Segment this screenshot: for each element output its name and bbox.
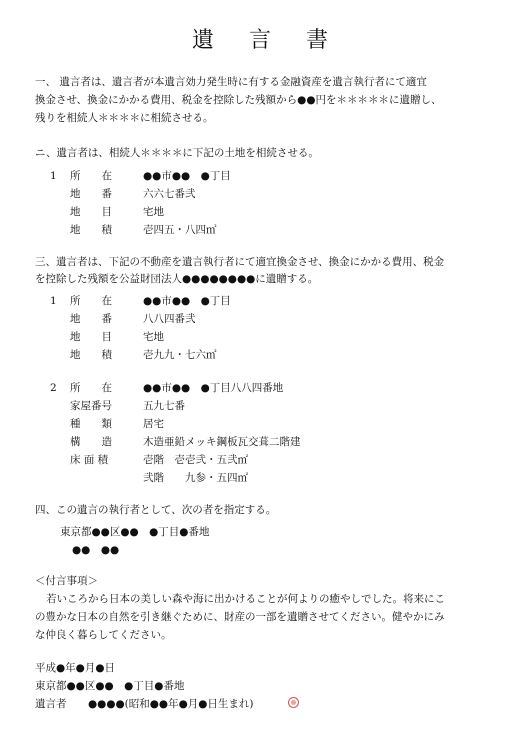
property-label: 所 在	[70, 295, 112, 307]
property-value: 宅地	[143, 331, 164, 343]
property-value: 六六七番弐	[143, 188, 196, 200]
property-label: 地 番	[70, 313, 112, 325]
article1-line1: 一、 遺言者は、遺言者が本遺言効力発生時に有する金融資産を遺言執行者にて適宜	[35, 76, 427, 88]
document-title: 遺 言 書	[192, 28, 342, 53]
article2-heading: ニ、遺言者は、相続人＊＊＊＊に下記の土地を相続させる。	[35, 147, 319, 159]
property-value: 壱階 壱壱弐・五弐㎡	[143, 454, 248, 466]
property-value: 木造亜鉛メッキ鋼板瓦交葺二階建	[143, 436, 301, 448]
article1-line3: 残りを相続人＊＊＊＊に相続させる。	[35, 112, 214, 124]
seal-stamp-icon	[288, 697, 299, 708]
property-value: ●●市●● ●丁目	[143, 170, 231, 182]
property-value: 宅地	[143, 206, 164, 218]
supplement-line2: の豊かな日本の自然を引き継ぐために、財産の一部を遺贈させてください。健やかにみ	[35, 611, 445, 623]
executor-name: ●● ●●	[72, 544, 120, 556]
property-label: 所 在	[70, 170, 112, 182]
article3-item2-number: 2	[50, 382, 57, 394]
article1-line2: 換金させ、換金にかかる費用、税金を控除した残額から●●円を＊＊＊＊＊に遺贈し、	[35, 94, 442, 106]
property-label: 床 面 積	[70, 454, 109, 466]
supplement-line3: な仲良く暮らしてください。	[35, 629, 172, 641]
testator-label: 遺言者	[35, 698, 67, 710]
property-label: 地 積	[70, 224, 112, 236]
property-label: 地 積	[70, 349, 112, 361]
property-label: 家屋番号	[70, 400, 112, 412]
property-value: ●●市●● ●丁目	[143, 295, 231, 307]
property-value: 居宅	[143, 418, 164, 430]
article4-heading: 四、この遺言の執行者として、次の者を指定する。	[35, 504, 277, 516]
testator-name: ●●●●(昭和●●年●月●日生まれ)	[88, 698, 254, 710]
property-label: 地 目	[70, 331, 112, 343]
testator-address: 東京都●●区●● ●丁目●番地	[35, 680, 185, 692]
property-value: 八八四番弐	[143, 313, 196, 325]
property-value: 弐階 九参・五四㎡	[143, 472, 248, 484]
executor-address: 東京都●●区●● ●丁目●番地	[60, 526, 210, 538]
property-value: 壱九九・七六㎡	[143, 349, 217, 361]
article2-item1-number: 1	[50, 170, 57, 182]
property-value: 壱四五・八四㎡	[143, 224, 217, 236]
supplement-heading: ＜付言事項＞	[35, 575, 98, 587]
property-label: 所 在	[70, 382, 112, 394]
article3-item1-number: 1	[50, 295, 57, 307]
article3-line1: 三、遺言者は、下記の不動産を遺言執行者にて適宜換金させ、換金にかかる費用、税金	[35, 256, 445, 268]
property-label: 構 造	[70, 436, 112, 448]
document-date: 平成●年●月●日	[35, 662, 115, 674]
property-label: 地 番	[70, 188, 112, 200]
property-value: ●●市●● ●丁目八八四番地	[143, 382, 284, 394]
property-label: 種 類	[70, 418, 112, 430]
supplement-line1: 若いころから日本の美しい森や海に出かけることが何よりの癒やしでした。将来にこ	[46, 593, 445, 605]
property-value: 五九七番	[143, 400, 185, 412]
article3-line2: を控除した残額を公益財団法人●●●●●●●●に遺贈する。	[35, 273, 319, 285]
property-label: 地 目	[70, 206, 112, 218]
